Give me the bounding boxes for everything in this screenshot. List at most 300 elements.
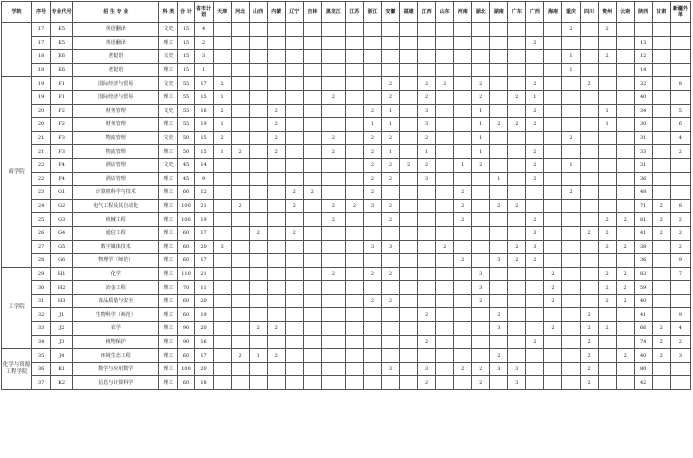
table-cell: 20 xyxy=(32,118,51,132)
table-cell: 110 xyxy=(178,267,194,281)
table-cell xyxy=(436,294,454,308)
table-cell xyxy=(616,145,634,159)
table-cell xyxy=(285,335,303,349)
table-cell xyxy=(231,335,249,349)
table-cell xyxy=(598,254,616,268)
table-cell xyxy=(345,104,363,118)
major-cell: 电气工程及其自动化 xyxy=(73,199,159,213)
table-cell xyxy=(303,349,321,363)
table-cell: 1 xyxy=(194,63,213,77)
table-cell xyxy=(472,322,490,336)
table-cell: 32 xyxy=(634,77,652,91)
table-cell xyxy=(508,322,526,336)
table-cell xyxy=(400,36,418,50)
table-cell xyxy=(472,240,490,254)
major-cell: 老挝语 xyxy=(73,50,159,64)
table-cell xyxy=(303,158,321,172)
table-cell: E5 xyxy=(51,23,73,37)
table-cell xyxy=(436,349,454,363)
table-cell: 2 xyxy=(418,158,436,172)
table-cell: 31 xyxy=(32,294,51,308)
table-cell: 理工 xyxy=(159,335,178,349)
table-cell xyxy=(580,158,598,172)
table-cell xyxy=(562,362,580,376)
column-header: 河北 xyxy=(231,2,249,23)
table-cell: 3 xyxy=(418,172,436,186)
table-cell xyxy=(363,226,381,240)
table-cell: F4 xyxy=(51,158,73,172)
table-cell xyxy=(454,50,472,64)
major-cell: 生物科学（师范） xyxy=(73,308,159,322)
table-cell xyxy=(490,294,508,308)
table-cell: J3 xyxy=(51,335,73,349)
table-cell xyxy=(382,36,400,50)
table-cell xyxy=(363,322,381,336)
major-cell: 国际经济与贸易 xyxy=(73,90,159,104)
table-cell xyxy=(562,267,580,281)
table-cell: 29 xyxy=(32,267,51,281)
table-cell: 3 xyxy=(490,322,508,336)
table-cell: 8 xyxy=(670,77,690,91)
table-cell: 15 xyxy=(194,90,213,104)
table-cell: 3 xyxy=(382,240,400,254)
table-cell: 41 xyxy=(634,308,652,322)
table-cell xyxy=(472,172,490,186)
table-cell xyxy=(652,158,670,172)
table-cell xyxy=(267,23,285,37)
major-cell: 数字媒体技术 xyxy=(73,240,159,254)
table-cell xyxy=(544,104,562,118)
table-cell xyxy=(400,240,418,254)
table-cell xyxy=(231,226,249,240)
table-cell: 2 xyxy=(418,308,436,322)
table-cell xyxy=(231,240,249,254)
major-cell: 财务管理 xyxy=(73,104,159,118)
table-cell xyxy=(544,36,562,50)
table-cell xyxy=(652,145,670,159)
column-header: 内蒙 xyxy=(267,2,285,23)
table-row xyxy=(2,322,691,336)
table-cell xyxy=(652,23,670,37)
table-cell: J1 xyxy=(51,308,73,322)
table-cell xyxy=(418,349,436,363)
table-cell: 2 xyxy=(267,322,285,336)
table-cell xyxy=(526,281,544,295)
table-cell: 2 xyxy=(363,158,381,172)
table-cell: 理工 xyxy=(159,349,178,363)
table-cell xyxy=(400,254,418,268)
table-cell xyxy=(652,281,670,295)
table-cell xyxy=(580,23,598,37)
table-cell: 2 xyxy=(598,281,616,295)
table-cell xyxy=(267,36,285,50)
table-body xyxy=(2,23,691,390)
table-cell: 2 xyxy=(508,90,526,104)
table-cell xyxy=(363,77,381,91)
table-cell xyxy=(249,281,267,295)
table-cell xyxy=(580,90,598,104)
table-cell: 2 xyxy=(321,145,345,159)
table-cell: 3 xyxy=(213,240,231,254)
table-cell xyxy=(345,77,363,91)
major-cell: 机械工程 xyxy=(73,213,159,227)
table-cell xyxy=(508,213,526,227)
table-row xyxy=(2,362,691,376)
table-cell xyxy=(345,322,363,336)
table-cell xyxy=(652,90,670,104)
table-cell: 2 xyxy=(321,90,345,104)
table-cell xyxy=(472,23,490,37)
table-cell xyxy=(598,199,616,213)
table-cell xyxy=(231,308,249,322)
table-cell xyxy=(400,308,418,322)
table-cell xyxy=(454,90,472,104)
table-cell xyxy=(363,349,381,363)
table-cell xyxy=(267,335,285,349)
table-cell: 50 xyxy=(178,131,194,145)
table-cell xyxy=(213,335,231,349)
table-cell xyxy=(382,308,400,322)
table-cell xyxy=(321,240,345,254)
table-cell xyxy=(490,240,508,254)
table-cell xyxy=(508,349,526,363)
table-cell xyxy=(345,294,363,308)
table-cell xyxy=(580,36,598,50)
table-cell xyxy=(472,349,490,363)
major-cell: 物流管理 xyxy=(73,145,159,159)
table-cell: 55 xyxy=(178,90,194,104)
column-header: 广东 xyxy=(508,2,526,23)
table-cell xyxy=(490,50,508,64)
table-cell: 1 xyxy=(213,90,231,104)
table-cell xyxy=(345,118,363,132)
table-cell xyxy=(472,186,490,200)
table-cell xyxy=(231,254,249,268)
table-cell xyxy=(616,254,634,268)
table-cell: 2 xyxy=(382,199,400,213)
table-cell xyxy=(285,50,303,64)
table-cell xyxy=(454,118,472,132)
table-cell xyxy=(345,267,363,281)
table-cell: 1 xyxy=(472,118,490,132)
table-cell xyxy=(267,281,285,295)
table-cell: 20 xyxy=(32,104,51,118)
table-cell xyxy=(418,63,436,77)
table-cell xyxy=(267,213,285,227)
table-cell xyxy=(418,199,436,213)
table-cell xyxy=(345,90,363,104)
table-cell: 2 xyxy=(418,335,436,349)
table-cell: 2 xyxy=(418,90,436,104)
table-cell: F2 xyxy=(51,104,73,118)
column-header: 安徽 xyxy=(382,2,400,23)
table-cell: 文史 xyxy=(159,23,178,37)
table-cell: 2 xyxy=(652,213,670,227)
table-cell xyxy=(400,118,418,132)
table-cell: 2 xyxy=(544,281,562,295)
table-cell xyxy=(652,308,670,322)
table-cell xyxy=(436,36,454,50)
table-cell xyxy=(363,36,381,50)
table-cell: 2 xyxy=(418,376,436,390)
table-cell: 2 xyxy=(303,186,321,200)
table-cell: 60 xyxy=(178,226,194,240)
table-cell xyxy=(321,362,345,376)
table-cell xyxy=(231,118,249,132)
table-cell xyxy=(562,294,580,308)
table-cell xyxy=(490,158,508,172)
table-cell xyxy=(616,362,634,376)
table-cell: 2 xyxy=(616,213,634,227)
table-cell xyxy=(418,36,436,50)
table-cell: 2 xyxy=(321,267,345,281)
table-cell: 2 xyxy=(363,186,381,200)
table-cell xyxy=(508,23,526,37)
table-cell xyxy=(418,267,436,281)
table-cell: 5 xyxy=(670,104,690,118)
table-cell xyxy=(562,172,580,186)
table-cell xyxy=(345,36,363,50)
table-cell xyxy=(345,281,363,295)
table-cell xyxy=(303,308,321,322)
table-cell xyxy=(213,362,231,376)
table-cell xyxy=(580,213,598,227)
table-cell: 文史 xyxy=(159,77,178,91)
table-cell: 55 xyxy=(178,104,194,118)
table-cell: 55 xyxy=(178,77,194,91)
table-cell xyxy=(285,118,303,132)
table-header xyxy=(2,2,691,23)
table-cell xyxy=(526,294,544,308)
table-cell: 40 xyxy=(634,294,652,308)
table-cell xyxy=(249,294,267,308)
table-cell: 3 xyxy=(526,240,544,254)
table-cell xyxy=(526,376,544,390)
table-cell xyxy=(526,186,544,200)
table-cell xyxy=(213,36,231,50)
table-cell xyxy=(634,23,652,37)
table-cell: 36 xyxy=(634,172,652,186)
major-cell: 通信工程 xyxy=(73,226,159,240)
table-cell xyxy=(321,349,345,363)
table-cell xyxy=(562,118,580,132)
table-cell xyxy=(285,145,303,159)
table-cell: E6 xyxy=(51,63,73,77)
table-cell: 2 xyxy=(490,349,508,363)
college-cell xyxy=(2,23,32,77)
table-cell xyxy=(670,36,690,50)
table-cell xyxy=(562,90,580,104)
table-cell: 60 xyxy=(178,240,194,254)
table-cell xyxy=(454,104,472,118)
column-header: 专业代号 xyxy=(51,2,73,23)
table-cell xyxy=(363,308,381,322)
table-cell xyxy=(321,322,345,336)
table-cell xyxy=(598,158,616,172)
table-cell: 1 xyxy=(562,63,580,77)
table-cell xyxy=(562,281,580,295)
table-cell xyxy=(321,254,345,268)
table-cell xyxy=(544,199,562,213)
major-cell: 酒店管理 xyxy=(73,158,159,172)
table-cell xyxy=(267,240,285,254)
table-cell: 9 xyxy=(670,308,690,322)
table-cell: 55 xyxy=(178,118,194,132)
table-cell: 2 xyxy=(472,294,490,308)
table-cell: 2 xyxy=(598,50,616,64)
table-cell xyxy=(508,294,526,308)
table-cell xyxy=(544,226,562,240)
table-cell xyxy=(580,63,598,77)
column-header: 浙江 xyxy=(363,2,381,23)
table-cell xyxy=(544,131,562,145)
table-cell xyxy=(303,240,321,254)
table-cell: 2 xyxy=(382,294,400,308)
table-cell: 2 xyxy=(652,322,670,336)
table-cell: 20 xyxy=(194,240,213,254)
table-cell xyxy=(598,63,616,77)
table-cell xyxy=(544,335,562,349)
table-cell xyxy=(562,36,580,50)
table-cell: E6 xyxy=(51,50,73,64)
table-cell: 25 xyxy=(32,213,51,227)
table-cell xyxy=(382,186,400,200)
table-cell: 60 xyxy=(178,254,194,268)
table-cell: 17 xyxy=(194,254,213,268)
table-cell xyxy=(616,118,634,132)
table-cell: 理工 xyxy=(159,36,178,50)
table-cell: 2 xyxy=(454,254,472,268)
table-cell: 2 xyxy=(231,145,249,159)
table-cell xyxy=(303,267,321,281)
table-cell: 2 xyxy=(580,308,598,322)
table-cell: 2 xyxy=(652,226,670,240)
table-cell xyxy=(562,104,580,118)
table-cell xyxy=(544,362,562,376)
table-cell: 2 xyxy=(418,131,436,145)
table-cell xyxy=(231,50,249,64)
table-cell xyxy=(598,335,616,349)
table-cell xyxy=(616,90,634,104)
table-cell: 70 xyxy=(178,281,194,295)
table-cell: 7 xyxy=(670,267,690,281)
table-cell xyxy=(285,294,303,308)
table-cell: 理工 xyxy=(159,240,178,254)
table-cell: 1 xyxy=(472,145,490,159)
table-cell: 15 xyxy=(178,63,194,77)
table-cell xyxy=(400,199,418,213)
table-cell: 80 xyxy=(634,362,652,376)
table-cell xyxy=(418,281,436,295)
table-cell: 2 xyxy=(213,104,231,118)
table-cell: 2 xyxy=(598,23,616,37)
table-cell: 3 xyxy=(472,281,490,295)
table-cell xyxy=(285,281,303,295)
table-cell xyxy=(267,226,285,240)
table-cell: J4 xyxy=(51,349,73,363)
table-cell: 2 xyxy=(454,186,472,200)
table-cell xyxy=(303,131,321,145)
column-header: 序号 xyxy=(32,2,51,23)
table-cell xyxy=(436,376,454,390)
table-cell xyxy=(454,36,472,50)
table-cell: 2 xyxy=(454,362,472,376)
table-cell xyxy=(303,199,321,213)
table-cell xyxy=(267,267,285,281)
table-cell xyxy=(490,90,508,104)
table-cell xyxy=(303,23,321,37)
table-cell xyxy=(321,50,345,64)
table-cell xyxy=(267,158,285,172)
table-cell xyxy=(454,77,472,91)
table-cell xyxy=(616,36,634,50)
table-cell xyxy=(345,308,363,322)
table-cell xyxy=(303,104,321,118)
table-cell xyxy=(616,308,634,322)
table-cell xyxy=(400,376,418,390)
table-cell xyxy=(508,131,526,145)
table-cell: 2 xyxy=(580,226,598,240)
table-cell: 2 xyxy=(580,362,598,376)
table-cell xyxy=(490,23,508,37)
table-cell xyxy=(670,90,690,104)
table-cell xyxy=(580,131,598,145)
table-cell xyxy=(454,294,472,308)
table-row xyxy=(2,63,691,77)
table-cell: 3 xyxy=(418,104,436,118)
table-row xyxy=(2,77,691,91)
table-cell xyxy=(382,281,400,295)
column-header: 科 类 xyxy=(159,2,178,23)
table-cell xyxy=(249,199,267,213)
table-cell xyxy=(418,294,436,308)
column-header: 陕西 xyxy=(634,2,652,23)
table-cell: G6 xyxy=(51,254,73,268)
table-cell: 15 xyxy=(194,131,213,145)
table-cell: 19 xyxy=(32,90,51,104)
table-cell xyxy=(303,63,321,77)
table-cell xyxy=(526,349,544,363)
table-cell: 26 xyxy=(32,226,51,240)
table-cell xyxy=(670,362,690,376)
table-cell xyxy=(345,240,363,254)
table-cell: 59 xyxy=(634,281,652,295)
table-cell: 2 xyxy=(267,145,285,159)
table-cell: 3 xyxy=(194,50,213,64)
table-cell xyxy=(363,90,381,104)
table-cell xyxy=(400,104,418,118)
table-cell xyxy=(285,90,303,104)
table-cell xyxy=(490,376,508,390)
table-cell: 34 xyxy=(634,104,652,118)
table-cell xyxy=(363,213,381,227)
table-cell: H2 xyxy=(51,281,73,295)
table-cell xyxy=(544,90,562,104)
table-cell xyxy=(490,145,508,159)
table-cell: 2 xyxy=(382,172,400,186)
table-cell: 35 xyxy=(32,349,51,363)
table-row xyxy=(2,131,691,145)
table-cell xyxy=(670,294,690,308)
table-cell xyxy=(249,131,267,145)
table-cell xyxy=(562,213,580,227)
table-cell: 理工 xyxy=(159,376,178,390)
table-cell: 2 xyxy=(454,199,472,213)
table-cell: H1 xyxy=(51,267,73,281)
table-cell xyxy=(285,376,303,390)
table-cell xyxy=(616,50,634,64)
table-cell xyxy=(454,131,472,145)
